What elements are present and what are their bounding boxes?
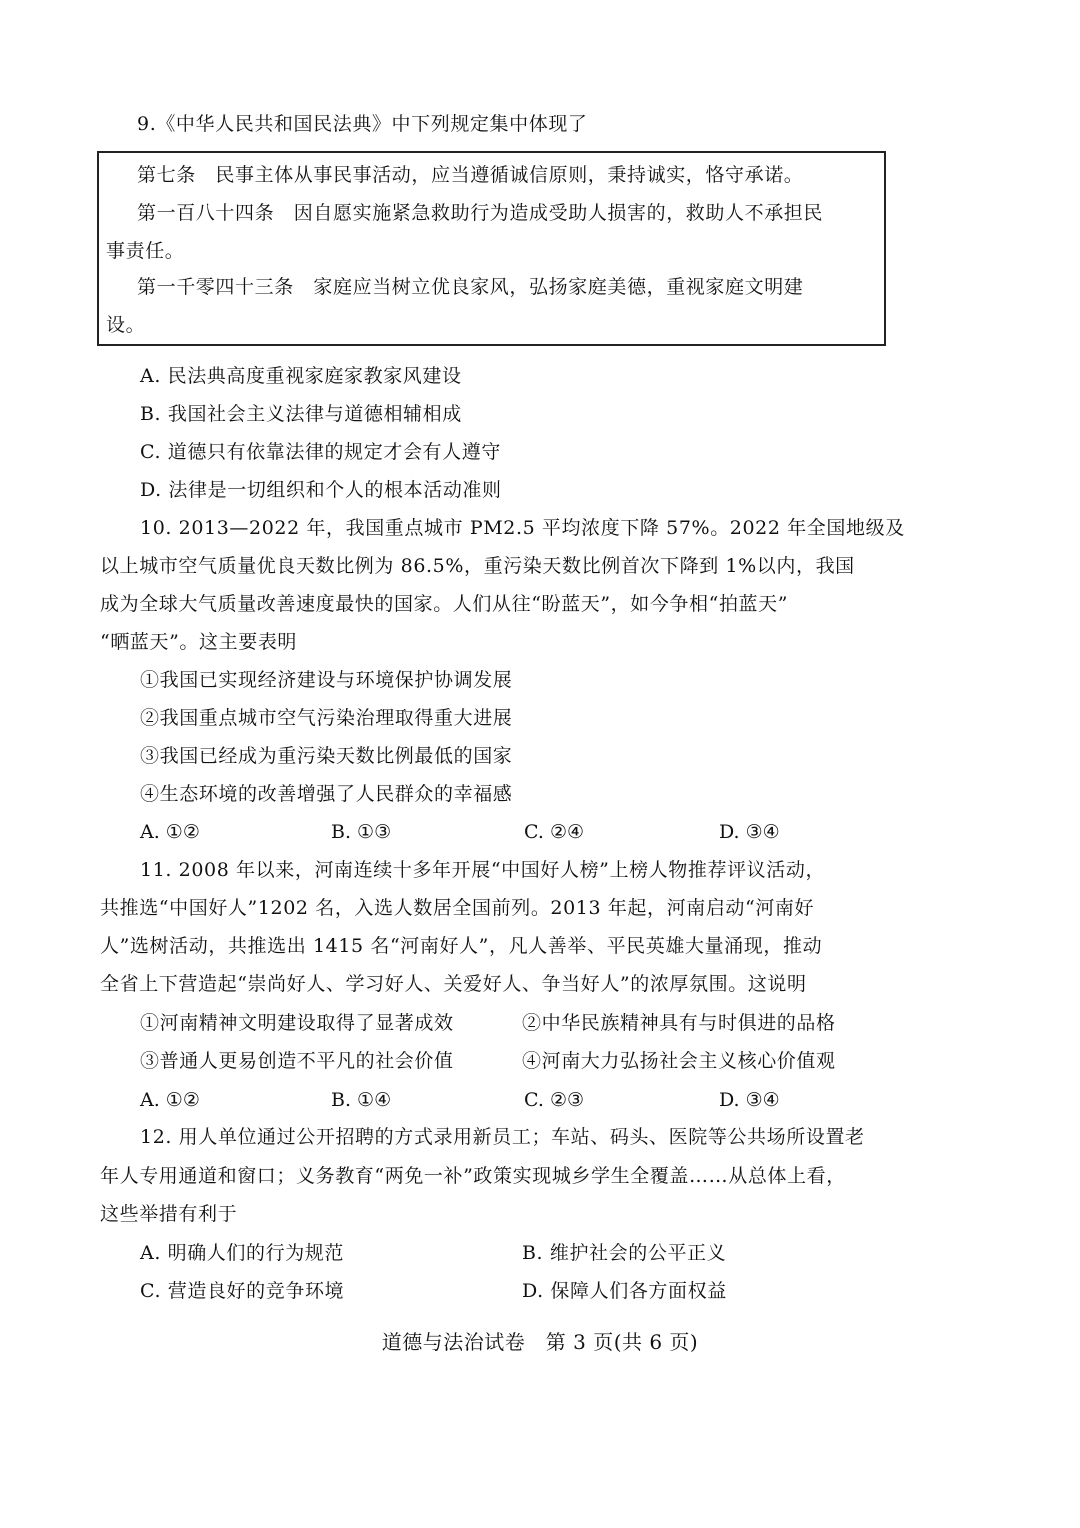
q11-choice-a: A. ①②	[140, 1089, 200, 1111]
q11-choice-b: B. ①④	[331, 1089, 392, 1111]
q9-box-line: 第七条 民事主体从事民事活动，应当遵循诚信原则，秉持诚实，恪守承诺。	[137, 164, 804, 186]
q9-option-c: C. 道德只有依靠法律的规定才会有人遵守	[140, 441, 501, 463]
q11-stem-line: 全省上下营造起“崇尚好人、学习好人、关爱好人、争当好人”的浓厚氛围。这说明	[100, 973, 807, 995]
q12-option-b: B. 维护社会的公平正义	[522, 1242, 727, 1264]
q12-stem-line: 这些举措有利于	[100, 1203, 238, 1225]
q10-choice-c: C. ②④	[524, 821, 585, 843]
q9-box-line: 第一百八十四条 因自愿实施紧急救助行为造成受助人损害的，救助人不承担民	[137, 202, 824, 224]
q10-statement: ①我国已实现经济建设与环境保护协调发展	[140, 669, 513, 691]
q9-option-b: B. 我国社会主义法律与道德相辅相成	[140, 403, 462, 425]
q12-stem-line: 年人专用通道和窗口；义务教育“两免一补”政策实现城乡学生全覆盖……从总体上看，	[100, 1165, 846, 1187]
q9-box-line: 事责任。	[106, 240, 185, 262]
q10-statement: ④生态环境的改善增强了人民群众的幸福感	[140, 783, 513, 805]
q9-box-line: 第一千零四十三条 家庭应当树立优良家风，弘扬家庭美德，重视家庭文明建	[137, 276, 804, 298]
q11-stem-line: 人”选树活动，共推选出 1415 名“河南好人”，凡人善举、平民英雄大量涌现，推动	[100, 935, 823, 957]
q10-statement: ②我国重点城市空气污染治理取得重大进展	[140, 707, 513, 729]
q10-stem-line: 以上城市空气质量优良天数比例为 86.5%，重污染天数比例首次下降到 1%以内，我国	[100, 555, 855, 577]
q10-choice-a: A. ①②	[140, 821, 200, 843]
q9-stem: 9.《中华人民共和国民法典》中下列规定集中体现了	[137, 113, 588, 135]
q11-choice-c: C. ②③	[524, 1089, 585, 1111]
q11-statement: ①河南精神文明建设取得了显著成效	[140, 1012, 454, 1034]
q10-stem-line: 成为全球大气质量改善速度最快的国家。人们从往“盼蓝天”，如今争相“拍蓝天”	[100, 593, 789, 615]
q11-statement: ④河南大力弘扬社会主义核心价值观	[522, 1050, 836, 1072]
q9-option-d: D. 法律是一切组织和个人的根本活动准则	[140, 479, 502, 501]
q11-statement: ③普通人更易创造不平凡的社会价值	[140, 1050, 454, 1072]
q11-stem-line: 共推选“中国好人”1202 名，入选人数居全国前列。2013 年起，河南启动“河南好	[100, 897, 815, 919]
q10-stem-line: 10. 2013—2022 年，我国重点城市 PM2.5 平均浓度下降 57%。2022 年全国地级及	[140, 517, 905, 539]
q10-statement: ③我国已经成为重污染天数比例最低的国家	[140, 745, 513, 767]
q12-option-d: D. 保障人们各方面权益	[522, 1280, 727, 1302]
q11-stem-line: 11. 2008 年以来，河南连续十多年开展“中国好人榜”上榜人物推荐评议活动，	[140, 859, 826, 881]
q9-option-a: A. 民法典高度重视家庭家教家风建设	[140, 365, 462, 387]
q9-box-line: 设。	[106, 314, 146, 336]
q12-option-c: C. 营造良好的竞争环境	[140, 1280, 345, 1302]
q12-stem-line: 12. 用人单位通过公开招聘的方式录用新员工；车站、码头、医院等公共场所设置老	[140, 1126, 865, 1148]
q10-choice-b: B. ①③	[331, 821, 392, 843]
page-footer: 道德与法治试卷 第 3 页(共 6 页)	[381, 1330, 699, 1354]
q12-option-a: A. 明确人们的行为规范	[140, 1242, 345, 1264]
q10-choice-d: D. ③④	[719, 821, 780, 843]
q10-stem-line: “晒蓝天”。这主要表明	[100, 631, 298, 653]
q11-choice-d: D. ③④	[719, 1089, 780, 1111]
q11-statement: ②中华民族精神具有与时俱进的品格	[522, 1012, 836, 1034]
